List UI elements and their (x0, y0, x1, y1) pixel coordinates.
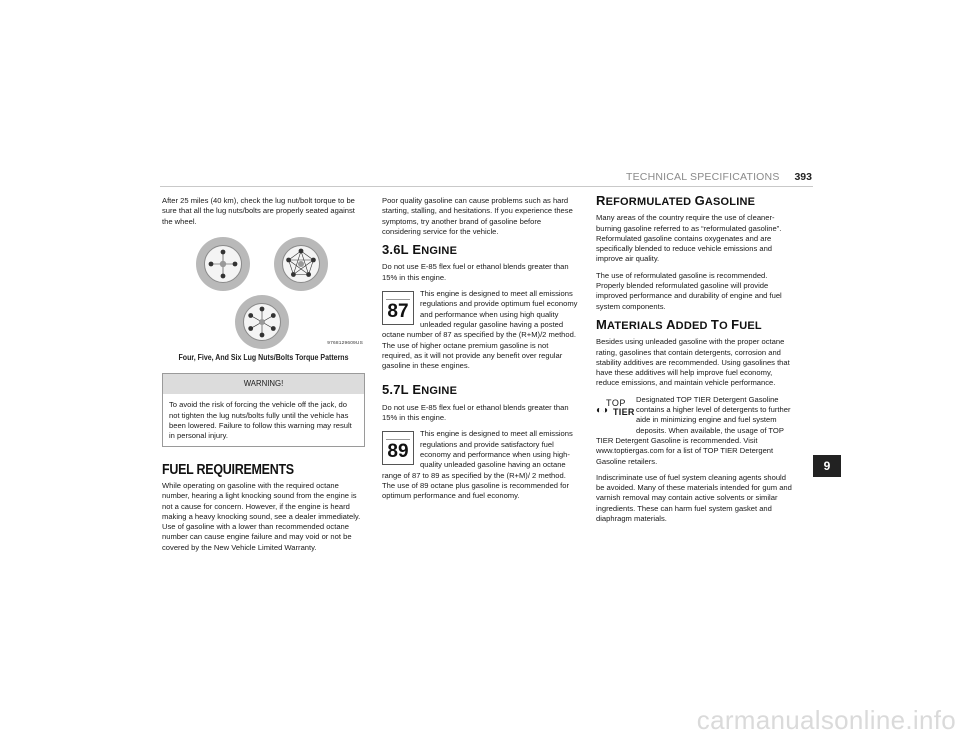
engine-36-e85-text: Do not use E-85 flex fuel or ethanol blends greater than 15% in this engine. (382, 262, 569, 282)
warning-box (162, 373, 365, 446)
top-tier-text: Designated TOP TIER Detergent Gasoline contains a higher level of detergents to further aide in minimizing engine and fuel system deposits. When available, the usage of TOP TIER Detergent Gasoline is recommended. Visit www.toptiergas.com for a list of TOP TIER Detergent Gasoline retailers. (596, 394, 791, 466)
header-divider (160, 186, 813, 187)
lug-torque-intro: After 25 miles (40 km), check the lug nut/bolt torque to be sure that all the lug nuts/bolts are properly seated against the wheel. (162, 196, 355, 226)
page-number: 393 (794, 171, 812, 183)
reformulated-text-2: The use of reformulated gasoline is recommended. Properly blended reformulated gasoline will provide improved performance and durability of engine and fuel system components. (596, 270, 782, 311)
chapter-tab: 9 (813, 455, 841, 477)
watermark: carmanualsonline.info (696, 705, 956, 735)
octane-87-badge: 87 (382, 291, 414, 325)
fuel-requirements-text: While operating on gasoline with the required octane number, hearing a light knocking sound from the engine is not a cause for concern. However, if the engine is heard making a heavy knocking sound, see a dealer immediately. Use of gasoline with a lower than recommended octane number can cause engine failure and may void or not be covered by the New Vehicle Limited Warranty. (162, 480, 361, 552)
poor-quality-text: Poor quality gasoline can cause problems such as hard starting, stalling, and hesitations. If you experience these symptoms, try another brand of gasoline before considering service for the vehicle. (382, 196, 573, 236)
octane-87-block (382, 289, 580, 377)
page-header (626, 171, 812, 183)
warning-text: To avoid the risk of forcing the vehicle off the jack, do not tighten the lug nuts/bolts fully until the vehicle has been lowered. Failure to follow this warning may result in personal injury. (169, 400, 352, 441)
reformulated-text-1: Many areas of the country require the use of cleaner-burning gasoline referred to as “reformulated gasoline”. Reformulated gasoline contains oxygenates and are specifically blended to reduce vehicle emissions and improve air quality. (596, 213, 782, 264)
torque-pattern-figure (162, 237, 365, 349)
engine-57-octane-text: This engine is designed to meet all emissions regulations and provide satisfactory fuel economy and performance when using high-quality unleaded gasoline having an octane range of 87 to 89 as specified by the (R+M)/ 2 method. The use of 89 octane plus gasoline is recommended for optimum performance and fuel economy. (382, 429, 573, 501)
wheel-six-lug-diagram (235, 295, 289, 349)
column-left (162, 196, 365, 559)
column-right (596, 193, 796, 530)
warning-title: WARNING! (163, 374, 364, 394)
column-middle (382, 196, 580, 507)
figure-caption: Four, Five, And Six Lug Nuts/Bolts Torque Patterns (178, 352, 349, 362)
reformulated-gasoline-heading: REFORMULATED GASOLINE (596, 193, 756, 208)
top-tier-block (596, 395, 796, 473)
section-title: TECHNICAL SPECIFICATIONS (625, 171, 780, 183)
materials-text-3: Indiscriminate use of fuel system cleaning agents should be avoided. Many of these materials intended for gum and varnish removal may contain active solvents or similar ingredients. These can harm fuel system gasket and diaphragm materials. (596, 472, 792, 524)
top-tier-logo: ◐◑ TOP TIER (596, 397, 635, 417)
materials-added-heading: MATERIALS ADDED TO FUEL (596, 316, 762, 332)
fuel-requirements-heading: FUEL REQUIREMENTS (162, 461, 294, 478)
engine-36-octane-text: This engine is designed to meet all emissions regulations and provide optimum fuel economy and performance when using high quality unleaded regular gasoline having a posted octane number of 87 as specified by the (R+M)/2 method. The use of higher octane premium gasoline is not required, as it will not provide any benefit over regular gasoline in these engines. (382, 289, 578, 371)
octane-89-badge: 89 (382, 431, 414, 465)
octane-89-block (382, 429, 580, 507)
top-tier-emblem-icon: ◐◑ (596, 404, 609, 416)
wheel-four-lug-diagram (196, 237, 250, 291)
engine-36-heading: 3.6L ENGINE (382, 242, 458, 258)
wheel-five-lug-diagram (274, 237, 328, 291)
figure-id: 9768129609US (327, 340, 363, 346)
engine-57-e85-text: Do not use E-85 flex fuel or ethanol blends greater than 15% in this engine. (382, 402, 569, 423)
engine-57-heading: 5.7L ENGINE (382, 382, 458, 398)
materials-text-1: Besides using unleaded gasoline with the proper octane rating, gasolines that contain detergents, corrosion and stability additives are recommended. Using gasolines that have these additives will help improve fuel economy, reduce emissions, and maintain vehicle performance. (596, 337, 790, 388)
